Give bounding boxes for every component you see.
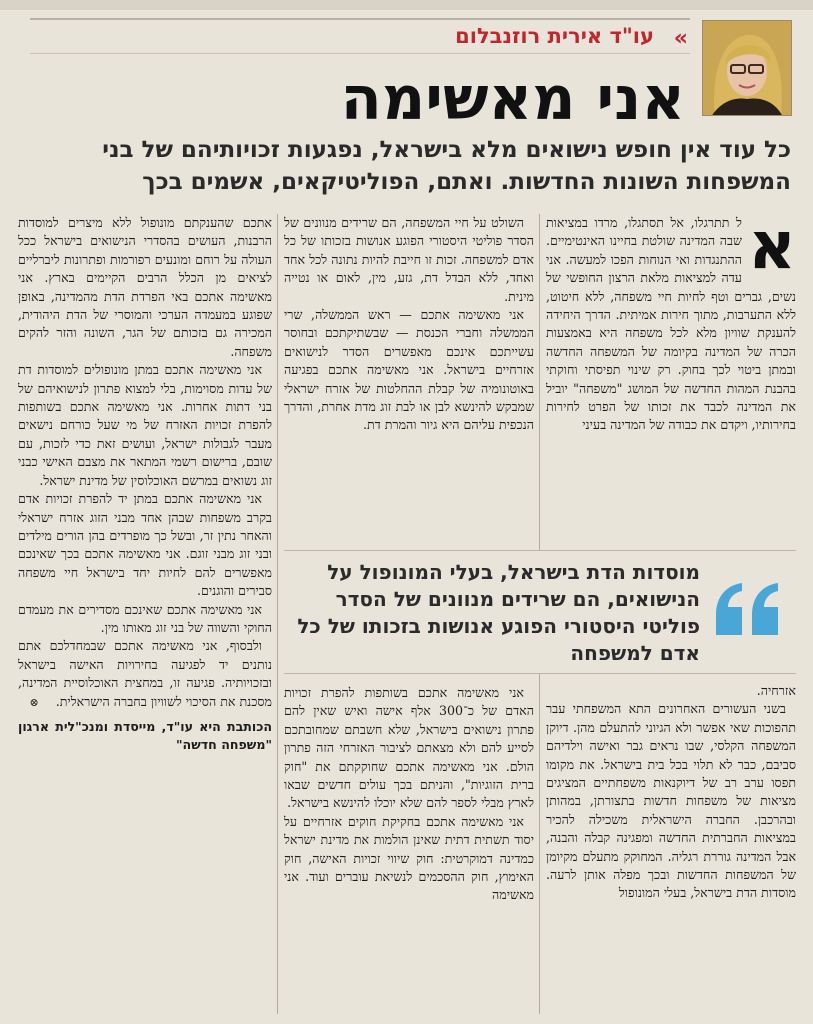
column-divider — [277, 214, 278, 1014]
paragraph: בשני העשורים האחרונים התא המשפחתי עבר תהפוכות שאי אפשר ולא הגיוני להתעלם מהן. דיוקן המשפחה הקלסי, שבו נראים גבר ואישה וילדיהם סביבם, כבר לא תלוי בכל בית בישראל. את מקומו תפסו ערב רב של דיוקנאות משפחתיים המציגים מציאות של משפחות חדשות בתצורתן, במהותן ובהרכבן. החברה הישראלית משכילה להכיר במציאות החברתית החדשה ומפגינה קבלה והבנה, אבל המדינה גוררת רגליה. המחוקק מתעלם מקיומן של המשפחות החדשות ובכך מפלה אותן לרעה. מוסדות הדת בישראל, בעלי המונופול — [546, 701, 796, 901]
quote-marks-icon — [708, 575, 788, 655]
paragraph: אני מאשימה אתכם בחקיקת חוקים אזרחיים על יסוד תשתית דתית שאינן הולמות את מדינת ישראל כמדינה דמוקרטית: חוק שיווי זכויות האישה, חוק האימוץ, חוק ההסכמים לנשיאת עוברים ועוד. אני מאשימה — [284, 813, 534, 903]
article-body — [18, 214, 796, 1014]
pull-quote-text: מוסדות הדת בישראל, בעלי המונופול על הנישואים, הם שרידים מנוונים של הסדר פוליטי היסטורי הפוגע אנושות בזכותו של כל אדם למשפחה — [297, 560, 700, 665]
pull-quote — [284, 550, 796, 674]
paragraph: אני מאשימה אתכם — ראש הממשלה, שרי הממשלה וחברי הכנסת — שבשתיקתכם ובחוסר עשייתכם אינכם מאפשרים הסדר לנישואים אזרחיים בישראל. אני מאשימה אתכם בפגיעה באוטונומיה של קבלת ההחלטות של אזרח ישראלי שמבקש להינשא לבן או לבת זוג מדת אחרת, והדרך הנכפית עליהם היא גיור והמרת דת. — [284, 307, 534, 433]
drop-cap: א — [747, 214, 796, 284]
closing-paragraph: ולבסוף, אני מאשימה אתכם שבמחדלכם אתם נותנים יד לפגיעה בחירויות האישה בישראל ובזכויותיה. פגיעה זו, במחצית האוכלוסיית המדינה, מסכנת את הסיכוי לשוויון בחברה הישראלית. — [18, 638, 272, 709]
paragraph: אני מאשימה אתכם שאינכם מסדירים את מעמדם החוקי והשווה של בני זוג מאותו מין. — [18, 601, 272, 635]
paragraph: ל תתרגלו, אל תסתגלו, מרדו במציאות שבה המדינה שולטת בחיינו האינטימיים. ההתנגדות ואי הנוחות הפכו למעשה. אני עדה למציאות מלאת הרצון החופשי של נשים, גברים וטף לחיות חיי משפחה, ללא חיטוט, ללא התערבות, מתוך חירות אמיתית. הדרך היחידה להענקת שוויון מלא לכל משפחה היא באמצעות הכרה של המדינה בקיומה של המשפחה החדשה ובמתן ביטוי לכך בחוק. רק שינוי תפיסתי וחוקתי בהבנת המהות החדשה של המושג "משפחה" יוביל את המדינה לכבד את זכותו של הפרט לחירות בחירותיו, ויקדם את כבודה של המדינה בעיני — [546, 215, 796, 433]
paragraph: אתכם שהענקתם מונופול ללא מיצרים למוסדות הרבנות, העושים בהסדרי הנישואים בישראל ככל העולה על רוחם ומונעים רפורמות ופתרונות ליברליים לציאים מן הכלל הרבים הקיימים בארץ. אני מאשימה אתכם באי הפרדת הדת מהמדינה, באופן שפוגע במעמדה הערכי והמוסרי של הדת היהודית, המכירה גם בזכותם של הגר, השונה והזר להקים משפחה. — [18, 215, 272, 359]
paragraph: אני מאשימה אתכם בשותפות להפרת זכויות האדם של כ־300 אלף אישה ואיש שאין להם פתרון נישואים בישראל, שלא חשבתם שמחובתכם לסייע להם ולא מצאתם לציבור האזרחי הזה פתרון הולם. אני מאשימה אתכם שחוקקתם את "חוק ברית הזוגיות", והניתם בכך עולים חדשים שבאו לארץ מבלי לספר להם שלא יוכלו להינשא בישראל. — [284, 685, 534, 811]
paragraph: השולט על חיי המשפחה, הם שרידים מנוונים של הסדר פוליטי היסטורי הפוגע אנושות בזכותו של כל אדם למשפחה. זכות זו חייבת להיות נתונה לכל אחד ואחד, ללא הבדל דת, גזע, מין, לאום או נטייה מינית. — [284, 215, 534, 304]
column-middle-bottom — [284, 684, 534, 1012]
column-right-bottom — [546, 682, 796, 1012]
paragraph — [18, 637, 272, 712]
double-chevron-icon: » — [673, 26, 688, 51]
column-middle-top — [284, 214, 534, 534]
page-title: אני מאשימה — [340, 64, 685, 134]
author-photo — [702, 20, 792, 116]
author-bio: הכותבת היא עו"ד, מייסדת ומנכ"לית ארגון "משפחה חדשה" — [18, 718, 272, 753]
paragraph: אני מאשימה אתכם במתן מונופולים למוסדות דת של עדות מסוימות, בלי למצוא פתרון לנישואיהם של בני דתות אחרות. אני מאשימה אתכם בשותפות להפרת זכויות האזרח של מי שעל כורחם נישאים מעבר לגבולות ישראל, ועושים זאת כדי לזכות, עם שובם, ברישום רשמי המתאר את מצבם האישי כבני זוג נשואים במרשם האוכלוסין של מדינת ישראל. — [18, 362, 272, 488]
top-strip — [0, 0, 813, 10]
end-mark-icon: ⊗ — [29, 695, 39, 709]
author-portrait-icon — [702, 21, 791, 116]
author-byline: עו"ד אירית רוזנבלום — [455, 24, 654, 48]
paragraph: אני מאשימה אתכם במתן יד להפרת זכויות אדם בקרב משפחות שבהן אחד מבני הזוג אזרח ישראלי והאחר נתין זר, ובשל כך מופרדים בהן הורים מילדים ובני זוג מבני זוגם. אני מאשימה אתכם בכך שאינכם מאפשרים להם לחיות יחד בישראל חיי משפחה סבירים והוגנים. — [18, 491, 272, 599]
paragraph: אזרחיה. — [756, 683, 796, 698]
byline-bar — [30, 18, 690, 54]
article-subhead: כל עוד אין חופש נישואים מלא בישראל, נפגעות זכויותיהם של בני המשפחות השונות החדשות. ואתם, הפוליטיקאים, אשמים בכך — [102, 137, 791, 195]
column-left — [18, 214, 272, 1004]
